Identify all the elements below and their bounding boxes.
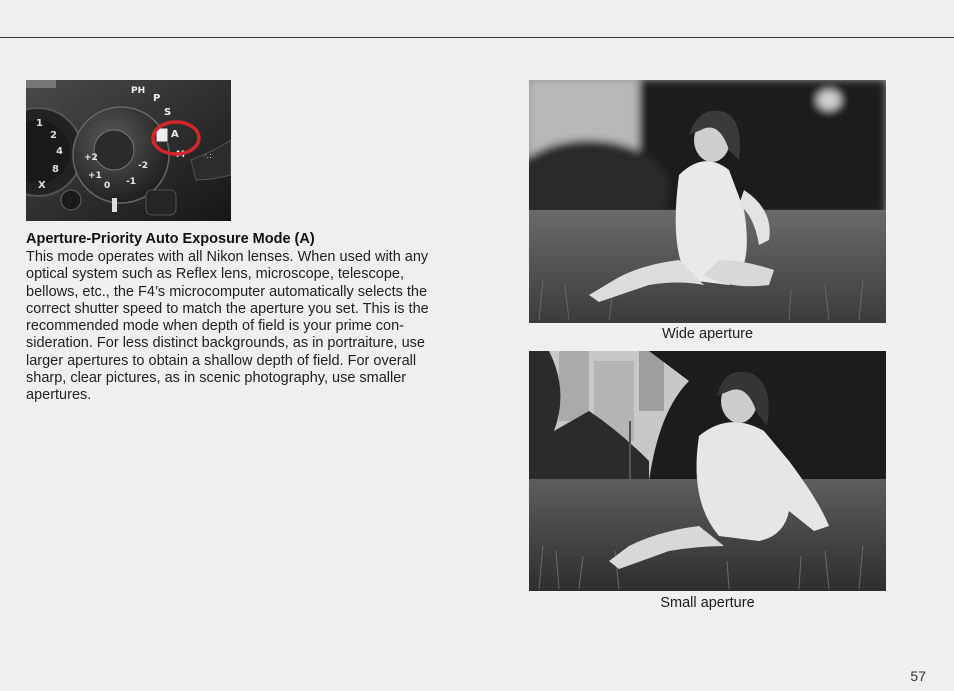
section-heading: Aperture-Priority Auto Exposure Mode (A)	[26, 231, 315, 247]
small-aperture-photo	[529, 351, 886, 591]
section-body	[26, 249, 466, 405]
svg-text:·.:: ·.:	[204, 151, 212, 160]
svg-text:4: 4	[56, 146, 63, 157]
page-number: 57	[910, 668, 926, 684]
body-line: This mode operates with all Nikon lenses. When used with any	[26, 249, 429, 265]
body-line: sideration. For less distinct backgrounds, as in portraiture, use	[26, 335, 425, 352]
dial-label-a: A	[171, 129, 179, 140]
svg-text:-1: -1	[126, 177, 136, 187]
body-line: larger apertures to obtain a shallow depth of field. For overall	[26, 352, 417, 369]
svg-text:2: 2	[50, 130, 57, 141]
body-line: correct shutter speed to match the aperture you set. This is the	[26, 300, 429, 317]
dial-label-p: P	[153, 93, 161, 104]
header-rule	[0, 37, 954, 38]
wide-aperture-caption: Wide aperture	[661, 326, 754, 342]
svg-text:8: 8	[52, 164, 59, 175]
body-line: apertures.	[26, 387, 92, 404]
dial-label-m: M	[176, 150, 185, 160]
svg-text:-2: -2	[138, 161, 148, 171]
svg-text:+1: +1	[88, 171, 102, 181]
dial-label-ph: PH	[131, 86, 146, 96]
svg-text:1: 1	[36, 118, 43, 129]
body-line: sharp, clear pictures, as in scenic photography, use smaller	[26, 370, 407, 387]
svg-text:+2: +2	[84, 153, 98, 163]
wide-aperture-photo	[529, 80, 886, 323]
mode-dial-photo	[26, 80, 231, 221]
body-line: recommended mode when depth of field is your prime con-	[26, 318, 404, 335]
dial-label-s: S	[164, 107, 172, 118]
small-aperture-caption: Small aperture	[660, 595, 755, 611]
svg-text:X: X	[38, 180, 46, 191]
svg-text:0: 0	[104, 181, 111, 191]
body-line: bellows, etc., the F4’s microcomputer automatically selects the	[26, 283, 428, 300]
body-line: optical system such as Reflex lens, microscope, telescope,	[26, 266, 404, 283]
